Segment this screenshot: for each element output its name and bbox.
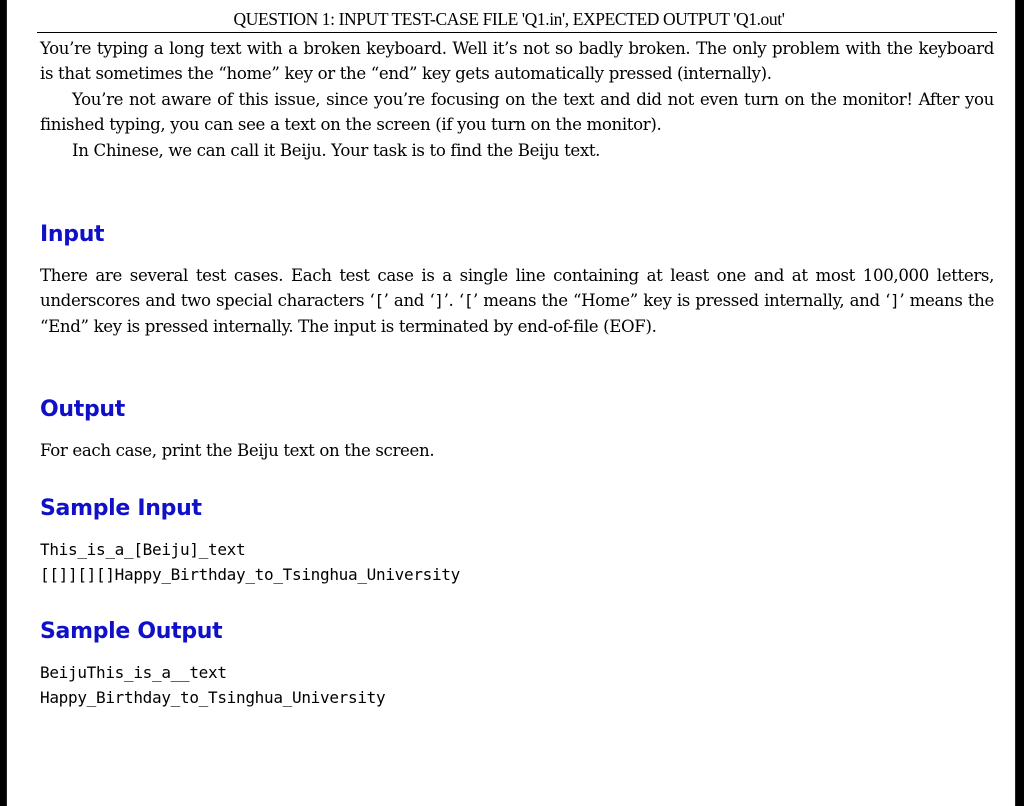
output-heading: Output (40, 397, 126, 422)
input-char-open-2: [ (463, 291, 473, 311)
sample-output-code (40, 660, 994, 710)
input-text-c: ’. ‘ (443, 291, 464, 311)
question-header: QUESTION 1: INPUT TEST-CASE FILE 'Q1.in', EXPECTED OUTPUT 'Q1.out' (233, 9, 785, 29)
input-section (40, 221, 994, 249)
input-text-d: ’ means the “Home” key is pressed internally, and ‘ (472, 291, 891, 311)
intro-paragraph-2: You’re not aware of this issue, since you’re focusing on the text and did not even turn on the monitor! After you finished typing, you can see a text on the screen (if you turn on the monitor). (40, 89, 994, 135)
input-char-close-2: ] (890, 291, 900, 311)
sample-input-line-1: This_is_a_[Beiju]_text (40, 540, 246, 559)
document-page (6, 0, 1016, 806)
header-rule (37, 32, 997, 33)
input-char-close: ] (434, 291, 444, 311)
sample-output-line-1: BeijuThis_is_a__text (40, 663, 227, 682)
sample-output-section (40, 618, 994, 646)
input-char-open: [ (374, 291, 384, 311)
sample-input-section (40, 495, 994, 523)
input-text-e: ’ means the “End” key is pressed internally. The input is terminated by end-of-file (EOF). (40, 291, 994, 336)
sample-input-code (40, 537, 994, 587)
input-text-a: There are several test cases. Each test case is a single line containing at least one and at most 100,000 letters, underscores and two special characters ‘ (40, 266, 994, 311)
intro-paragraph-3: In Chinese, we can call it Beiju. Your task is to find the Beiju text. (72, 140, 601, 160)
output-section (40, 396, 994, 424)
output-description: For each case, print the Beiju text on the screen. (40, 441, 435, 460)
intro-paragraph-1: You’re typing a long text with a broken keyboard. Well it’s not so badly broken. The only problem with the keyboard is that sometimes the “home” key or the “end” key gets automatically pressed (internally). (40, 39, 994, 84)
sample-output-line-2: Happy_Birthday_to_Tsinghua_University (40, 688, 386, 707)
sample-input-heading: Sample Input (40, 496, 202, 521)
sample-input-line-2: [[]][][]Happy_Birthday_to_Tsinghua_University (40, 565, 460, 584)
input-description-block (40, 263, 994, 339)
sample-output-heading: Sample Output (40, 619, 223, 644)
input-description (40, 263, 994, 339)
input-heading: Input (40, 222, 105, 247)
output-description-block (40, 438, 994, 463)
intro-section (40, 36, 994, 163)
input-text-b: ’ and ‘ (383, 291, 435, 311)
